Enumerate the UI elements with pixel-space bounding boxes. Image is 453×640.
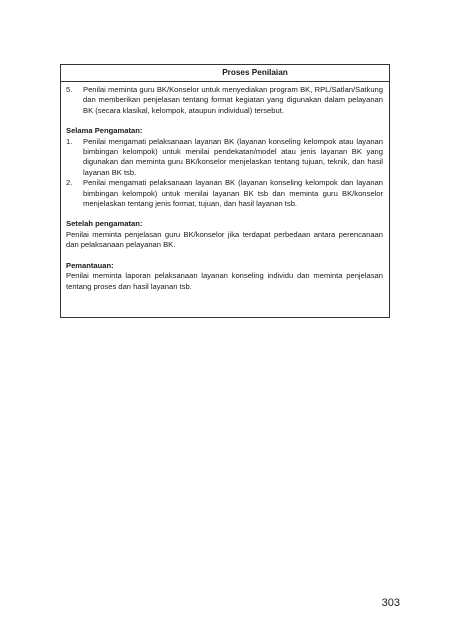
list-item xyxy=(66,85,383,116)
box-title: Proses Penilaian xyxy=(61,65,389,82)
page-number: 303 xyxy=(381,597,400,609)
section-text-monitoring: Penilai meminta laporan pelaksanaan layanan konseling individu dan meminta penjelasan tentang proses dan hasil layanan tsb. xyxy=(66,271,383,291)
section-title-during: Selama Pengamatan: xyxy=(66,126,143,136)
item-text: Penilai meminta guru BK/Konselor untuk menyediakan program BK, RPL/Satlan/Satkung dan memberikan penjelasan tentang format kegiatan yang digunakan dalam pelayanan BK (secara klasikal, kelompok, ataupun individual) tersebut. xyxy=(83,85,383,115)
list-item xyxy=(66,178,383,209)
section-title-monitoring: Pemantauan: xyxy=(66,260,114,270)
section-text-after: Penilai meminta penjelasan guru BK/konselor jika terdapat perbedaan antara perencanaan dan pelaksanaan pelayanan BK. xyxy=(66,229,383,250)
item-number: 1. xyxy=(66,136,73,146)
box-body xyxy=(61,82,389,292)
item-text: Penilai mengamati pelaksanaan layanan BK (layanan konseling kelompok atau layanan bimbingan kelompok) untuk menilai pendekatan/model atau jenis layanan BK yang digunakan dan meminta guru BK/konselor menjelaskan tentang tujuan, teknik, dan hasil layanan BK tsb. xyxy=(83,136,383,177)
list-item xyxy=(66,137,383,179)
assessment-process-box xyxy=(60,64,390,318)
item-number: 2. xyxy=(66,178,73,188)
section-title-after: Setelah pengamatan: xyxy=(66,219,143,229)
item-text: Penilai mengamati pelaksanaan layanan BK (layanan konseling kelompok dan layanan bimbingan kelompok) untuk menilai layanan BK tsb dan meminta guru BK/konselor menjelaskan tentang jenis format, tujuan, dan hasil layanan tsb. xyxy=(83,178,383,209)
item-number: 5. xyxy=(66,85,73,94)
